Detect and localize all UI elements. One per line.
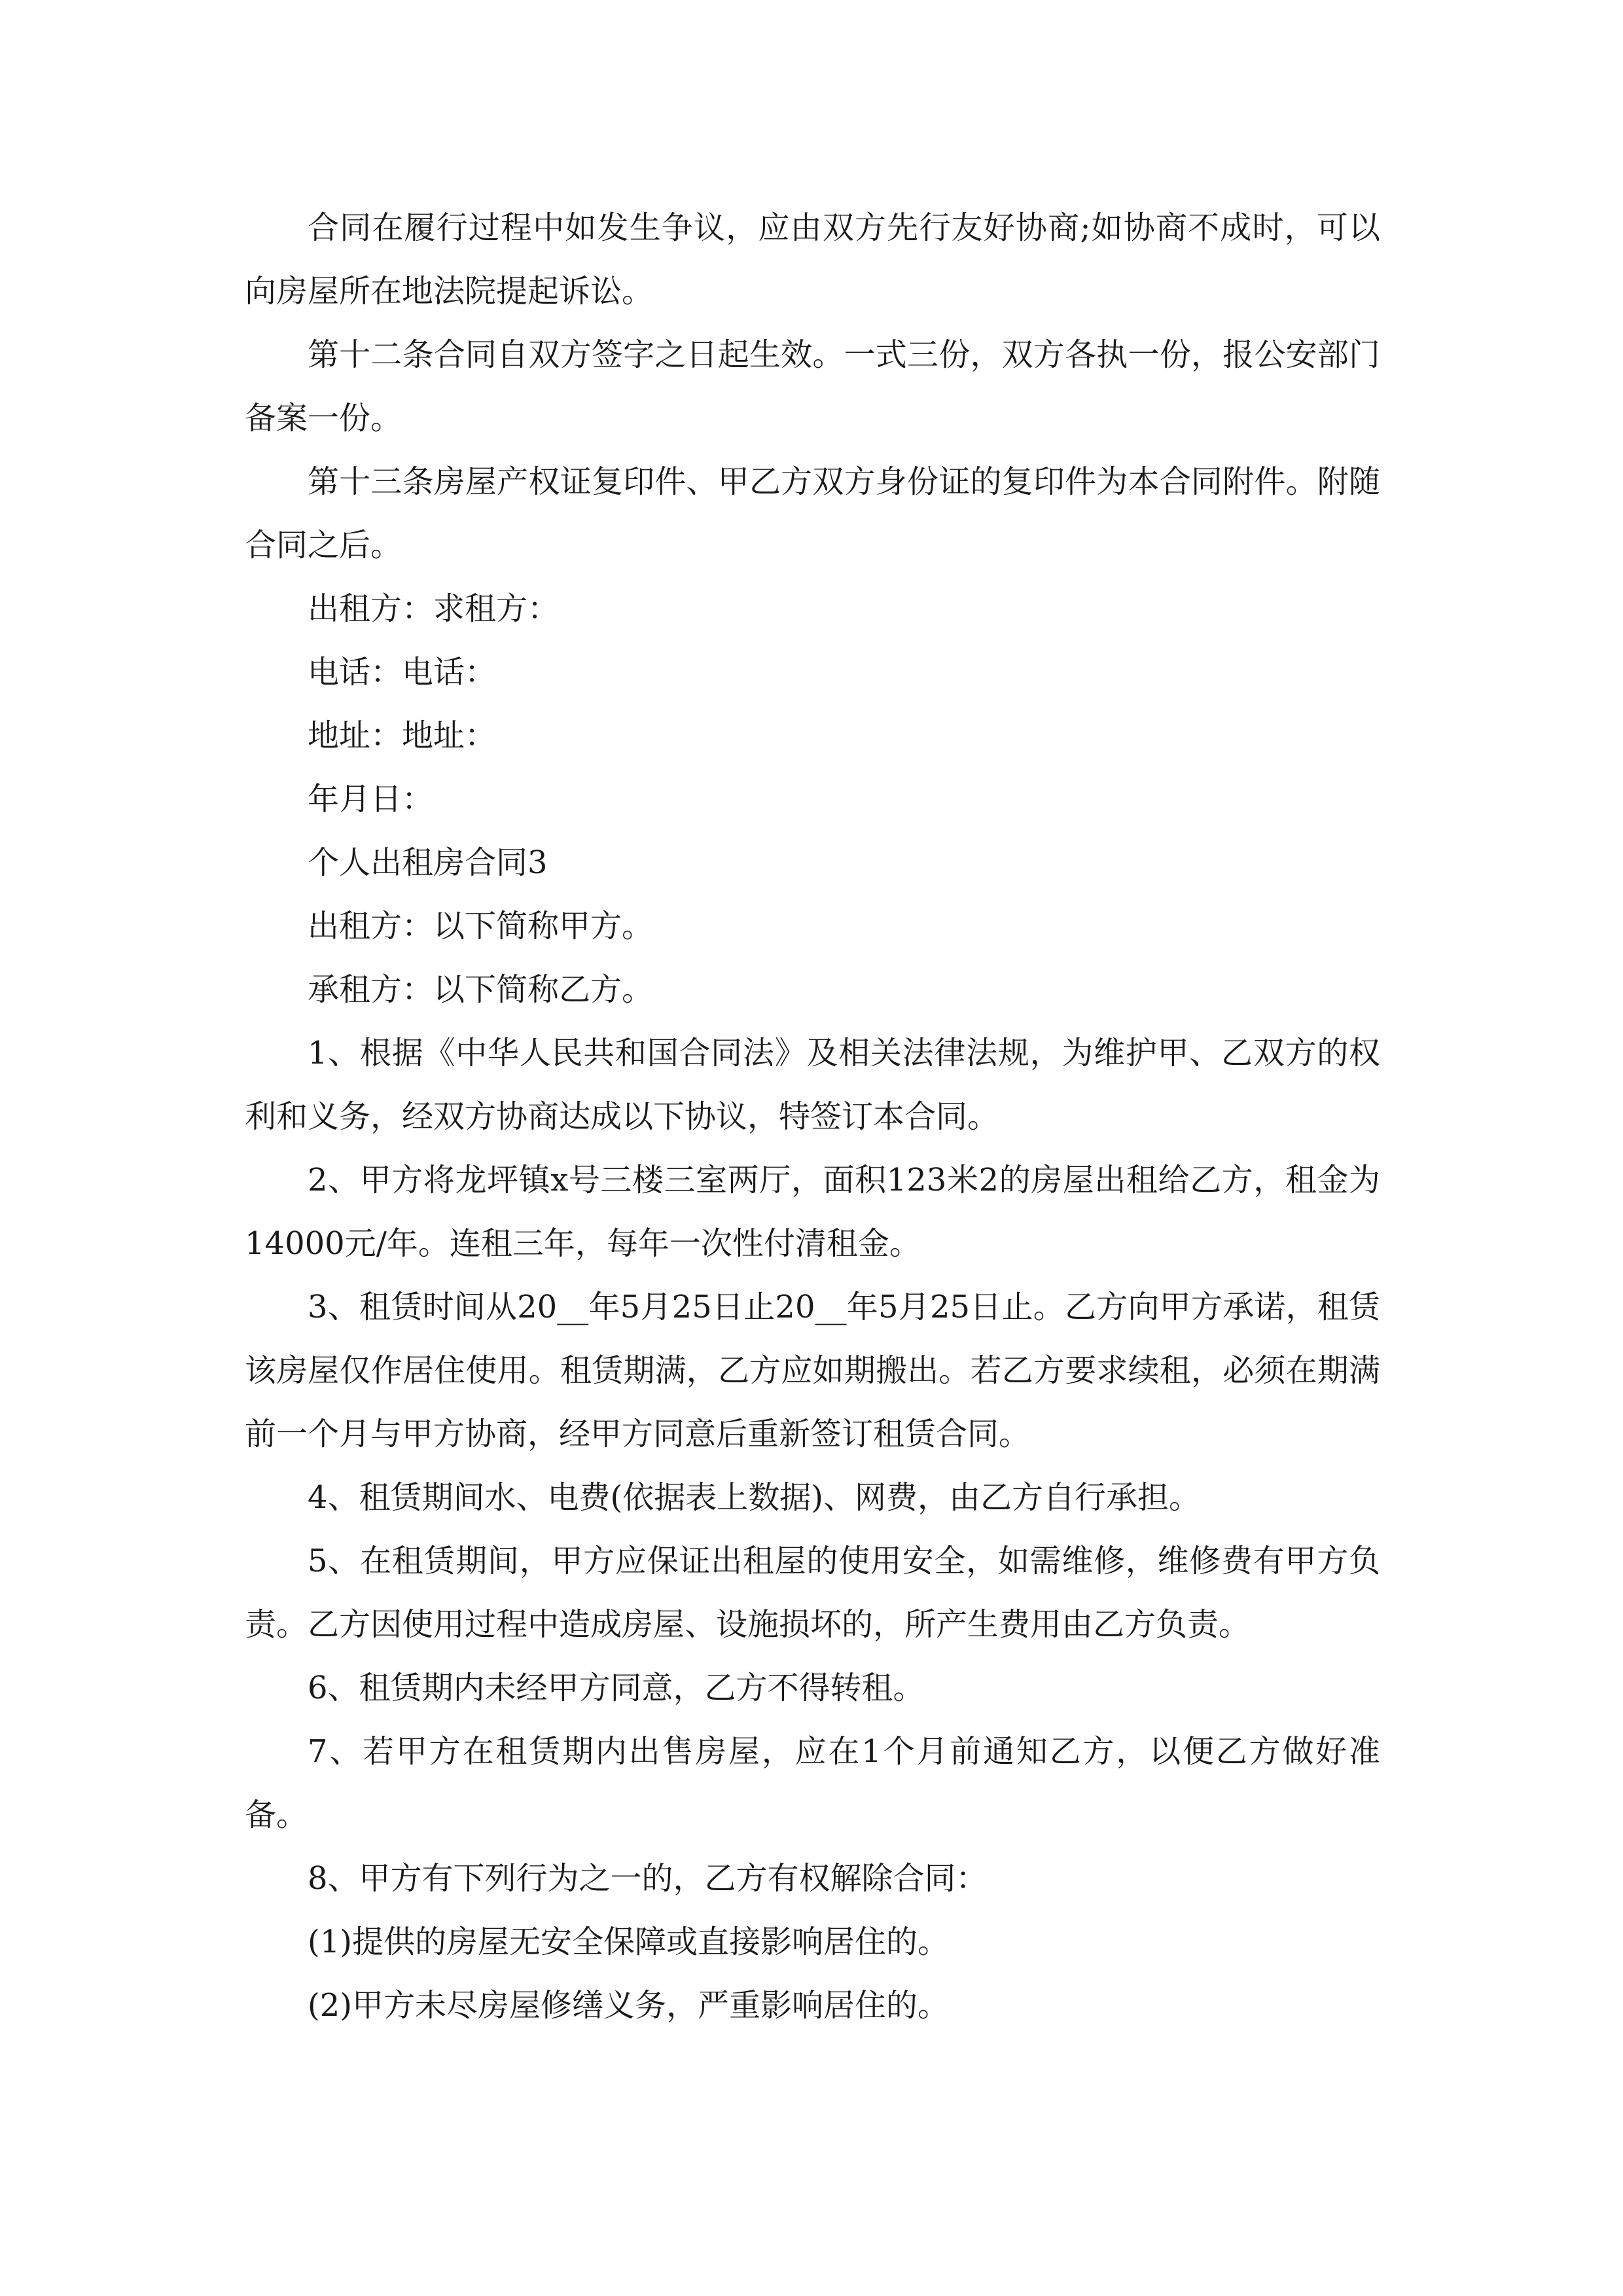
signature-phone-line: 电话：电话： bbox=[308, 654, 497, 691]
signature-date-line: 年月日： bbox=[308, 781, 434, 817]
clause-8-item-1: (1)提供的房屋无安全保障或直接影响居住的。 bbox=[308, 1924, 949, 1960]
paragraph-article-12: 第十二条合同自双方签字之日起生效。一式三份，双方各执一份，报公安部门备案一份。 bbox=[245, 336, 1380, 437]
lessor-line: 出租方：以下简称甲方。 bbox=[308, 908, 654, 944]
clause-4: 4、租赁期间水、电费(依据表上数据)、网费，由乙方自行承担。 bbox=[308, 1479, 1200, 1516]
lessee-line: 承租方：以下简称乙方。 bbox=[308, 971, 654, 1008]
clause-1: 1、根据《中华人民共和国合同法》及相关法律法规，为维护甲、乙双方的权利和义务，经双方协商达成以下协议，特签订本合同。 bbox=[245, 1035, 1380, 1135]
clause-5: 5、在租赁期间，甲方应保证出租屋的使用安全，如需维修，维修费有甲方负责。乙方因使用过程中造成房屋、设施损坏的，所产生费用由乙方负责。 bbox=[245, 1543, 1380, 1643]
clause-8: 8、甲方有下列行为之一的，乙方有权解除合同： bbox=[308, 1860, 988, 1897]
clause-2: 2、甲方将龙坪镇x号三楼三室两厅，面积123米2的房屋出租给乙方，租金为14000元/年。连租三年，每年一次性付清租金。 bbox=[245, 1162, 1380, 1262]
clause-7: 7、若甲方在租赁期内出售房屋，应在1个月前通知乙方，以便乙方做好准备。 bbox=[245, 1733, 1380, 1833]
signature-parties-line: 出租方：求租方： bbox=[308, 590, 560, 627]
clause-3: 3、租赁时间从20__年5月25日止20__年5月25日止。乙方向甲方承诺，租赁该房屋仅作居住使用。租赁期满，乙方应如期搬出。若乙方要求续租，必须在期满前一个月与甲方协商，经甲方同意后重新签订租赁合同。 bbox=[245, 1289, 1380, 1452]
paragraph-dispute-resolution: 合同在履行过程中如发生争议，应由双方先行友好协商;如协商不成时，可以向房屋所在地法院提起诉讼。 bbox=[245, 209, 1380, 310]
signature-address-line: 地址：地址： bbox=[308, 717, 497, 754]
clause-8-item-2: (2)甲方未尽房屋修缮义务，严重影响居住的。 bbox=[308, 1987, 949, 2024]
contract-3-title: 个人出租房合同3 bbox=[308, 844, 548, 881]
document-body bbox=[245, 196, 1380, 2037]
clause-6: 6、租赁期内未经甲方同意，乙方不得转租。 bbox=[308, 1670, 925, 1706]
paragraph-article-13: 第十三条房屋产权证复印件、甲乙方双方身份证的复印件为本合同附件。附随合同之后。 bbox=[245, 463, 1380, 564]
